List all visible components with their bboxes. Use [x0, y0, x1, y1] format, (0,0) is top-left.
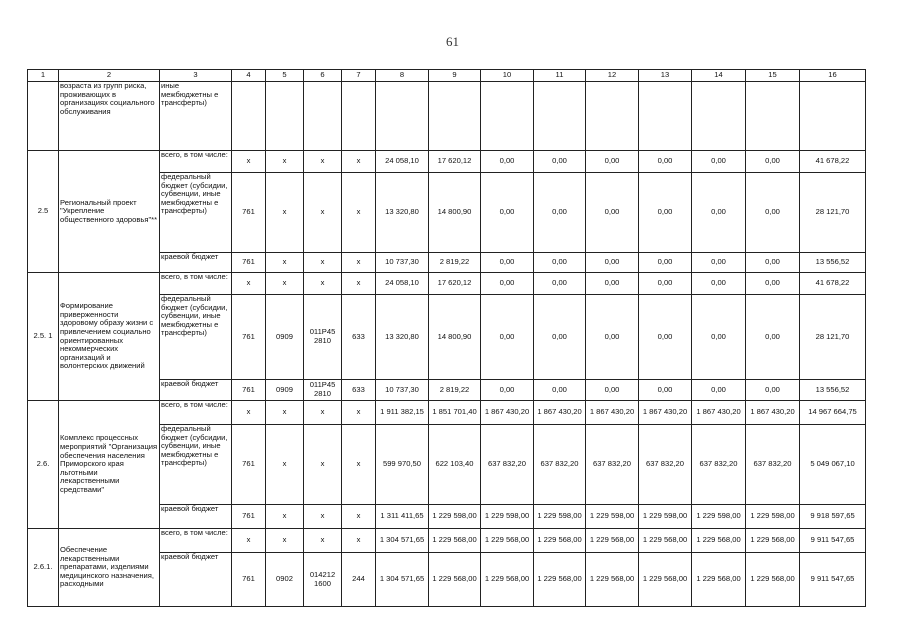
funding-source: краевой бюджет	[160, 380, 232, 401]
row-code	[28, 82, 59, 151]
cell-c7: 633	[342, 295, 376, 380]
cell-v11: 0,00	[534, 173, 586, 253]
cell-v13: 0,00	[639, 173, 692, 253]
cell	[746, 82, 800, 151]
cell-v9: 622 103,40	[429, 425, 481, 505]
cell-c4: 761	[232, 553, 266, 607]
cell-v13: 0,00	[639, 151, 692, 173]
cell-v9: 14 800,90	[429, 295, 481, 380]
cell-v16: 13 556,52	[800, 380, 866, 401]
cell-v13: 1 229 568,00	[639, 529, 692, 553]
cell-c4: 761	[232, 380, 266, 401]
page-number: 61	[446, 34, 459, 49]
table-row	[28, 273, 866, 295]
table-row	[28, 401, 866, 425]
funding-source: федеральный бюджет (субсидии, субвенции, иные межбюджетны е трансферты)	[160, 173, 232, 253]
row-name: Обеспечение лекарственными препаратами, изделиями медицинского назначения, расходными	[59, 529, 160, 607]
cell-v12: 637 832,20	[586, 425, 639, 505]
cell-v10: 0,00	[481, 173, 534, 253]
cell-v12: 1 229 568,00	[586, 529, 639, 553]
row-name: Региональный проект "Укрепление общественного здоровья"**	[59, 151, 160, 273]
column-header: 12	[586, 70, 639, 82]
cell-v8: 13 320,80	[376, 173, 429, 253]
cell-c6: x	[304, 253, 342, 273]
cell-c6: 014212 1600	[304, 553, 342, 607]
funding-source: всего, в том числе:	[160, 401, 232, 425]
cell-c4: 761	[232, 295, 266, 380]
cell-c7: x	[342, 425, 376, 505]
cell-v8: 10 737,30	[376, 253, 429, 273]
cell-v9: 2 819,22	[429, 380, 481, 401]
table-row	[28, 151, 866, 173]
cell-v9: 17 620,12	[429, 151, 481, 173]
cell-v11: 0,00	[534, 151, 586, 173]
cell-v15: 0,00	[746, 173, 800, 253]
cell-v14: 0,00	[692, 380, 746, 401]
row-code: 2.6.	[28, 401, 59, 529]
cell-v16: 13 556,52	[800, 253, 866, 273]
cell-v12: 0,00	[586, 151, 639, 173]
row-code: 2.6.1.	[28, 529, 59, 607]
row-code: 2.5. 1	[28, 273, 59, 401]
cell-v12: 0,00	[586, 273, 639, 295]
cell	[429, 82, 481, 151]
cell-c5: x	[266, 505, 304, 529]
cell-v14: 0,00	[692, 173, 746, 253]
cell-v16: 9 911 547,65	[800, 529, 866, 553]
cell-v10: 1 229 568,00	[481, 553, 534, 607]
cell-c4: 761	[232, 173, 266, 253]
cell-v13: 0,00	[639, 253, 692, 273]
cell-v13: 637 832,20	[639, 425, 692, 505]
cell-v9: 1 851 701,40	[429, 401, 481, 425]
cell-c4: 761	[232, 505, 266, 529]
cell-v14: 637 832,20	[692, 425, 746, 505]
cell	[266, 82, 304, 151]
cell-v8: 1 311 411,65	[376, 505, 429, 529]
cell-c7: x	[342, 173, 376, 253]
cell-v14: 0,00	[692, 295, 746, 380]
cell	[342, 82, 376, 151]
cell-v11: 0,00	[534, 253, 586, 273]
cell-c4: 761	[232, 253, 266, 273]
cell	[481, 82, 534, 151]
row-name: Формирование приверженности здоровому образу жизни с привлечением социально ориентированных некоммерческих организаций и волонтерских движений	[59, 273, 160, 401]
cell-v15: 1 229 568,00	[746, 529, 800, 553]
funding-source: краевой бюджет	[160, 553, 232, 607]
cell-v12: 1 229 568,00	[586, 553, 639, 607]
cell-c5: 0902	[266, 553, 304, 607]
cell-v14: 0,00	[692, 151, 746, 173]
column-header: 8	[376, 70, 429, 82]
cell-v12: 0,00	[586, 380, 639, 401]
column-header: 4	[232, 70, 266, 82]
cell-v15: 0,00	[746, 151, 800, 173]
funding-source: иные межбюджетны е трансферты)	[160, 82, 232, 151]
cell-v13: 0,00	[639, 380, 692, 401]
cell-c4: x	[232, 529, 266, 553]
cell-c6: x	[304, 173, 342, 253]
cell-v13: 0,00	[639, 273, 692, 295]
cell-v8: 1 304 571,65	[376, 529, 429, 553]
funding-source: всего, в том числе:	[160, 529, 232, 553]
cell	[692, 82, 746, 151]
cell-v16: 9 911 547,65	[800, 553, 866, 607]
cell-v16: 14 967 664,75	[800, 401, 866, 425]
table-row	[28, 529, 866, 553]
cell-c5: x	[266, 273, 304, 295]
cell-v14: 0,00	[692, 273, 746, 295]
cell-v13: 0,00	[639, 295, 692, 380]
column-header: 3	[160, 70, 232, 82]
funding-source: федеральный бюджет (субсидии, субвенции, иные межбюджетны е трансферты)	[160, 295, 232, 380]
row-name: возраста из групп риска, проживающих в организациях социального обслуживания	[59, 82, 160, 151]
cell-v15: 0,00	[746, 380, 800, 401]
cell-v8: 10 737,30	[376, 380, 429, 401]
cell-v14: 1 867 430,20	[692, 401, 746, 425]
cell-v9: 17 620,12	[429, 273, 481, 295]
column-header: 7	[342, 70, 376, 82]
header-row	[28, 70, 866, 82]
cell-v16: 9 918 597,65	[800, 505, 866, 529]
cell-c7: x	[342, 505, 376, 529]
cell-v8: 13 320,80	[376, 295, 429, 380]
cell-v12: 1 867 430,20	[586, 401, 639, 425]
cell-c7: x	[342, 151, 376, 173]
column-header: 2	[59, 70, 160, 82]
cell-c6: x	[304, 273, 342, 295]
funding-source: всего, в том числе:	[160, 151, 232, 173]
funding-source: федеральный бюджет (субсидии, субвенции, иные межбюджетны е трансферты)	[160, 425, 232, 505]
cell-c5: x	[266, 425, 304, 505]
cell-v9: 14 800,90	[429, 173, 481, 253]
column-header: 5	[266, 70, 304, 82]
cell-c5: x	[266, 529, 304, 553]
cell-v13: 1 229 598,00	[639, 505, 692, 529]
cell-v11: 1 229 568,00	[534, 553, 586, 607]
cell-v15: 637 832,20	[746, 425, 800, 505]
cell-c7: x	[342, 253, 376, 273]
column-header: 6	[304, 70, 342, 82]
cell-v16: 41 678,22	[800, 273, 866, 295]
cell-v15: 1 229 568,00	[746, 553, 800, 607]
cell-v10: 1 867 430,20	[481, 401, 534, 425]
cell-c7: 244	[342, 553, 376, 607]
cell-c5: x	[266, 151, 304, 173]
cell	[376, 82, 429, 151]
cell-v8: 1 304 571,65	[376, 553, 429, 607]
cell-v12: 0,00	[586, 295, 639, 380]
cell-v10: 0,00	[481, 151, 534, 173]
cell-v16: 5 049 067,10	[800, 425, 866, 505]
cell-v10: 1 229 568,00	[481, 529, 534, 553]
row-name: Комплекс процессных мероприятий "Организация обеспечения населения Приморского края льготными лекарственными средствами"	[59, 401, 160, 529]
cell-v16: 41 678,22	[800, 151, 866, 173]
cell-v11: 1 229 598,00	[534, 505, 586, 529]
cell-c4: x	[232, 273, 266, 295]
cell	[304, 82, 342, 151]
cell-v12: 0,00	[586, 253, 639, 273]
cell-v15: 0,00	[746, 295, 800, 380]
cell-v8: 24 058,10	[376, 151, 429, 173]
cell-v9: 2 819,22	[429, 253, 481, 273]
funding-source: краевой бюджет	[160, 253, 232, 273]
cell-v16: 28 121,70	[800, 295, 866, 380]
table-row	[28, 82, 866, 151]
cell-v11: 0,00	[534, 295, 586, 380]
cell-v14: 1 229 568,00	[692, 553, 746, 607]
column-header: 9	[429, 70, 481, 82]
cell-v11: 0,00	[534, 380, 586, 401]
cell-v8: 599 970,50	[376, 425, 429, 505]
cell	[800, 82, 866, 151]
cell-v15: 0,00	[746, 273, 800, 295]
cell-v11: 1 867 430,20	[534, 401, 586, 425]
cell-v10: 1 229 598,00	[481, 505, 534, 529]
cell-v11: 1 229 568,00	[534, 529, 586, 553]
cell-c7: x	[342, 529, 376, 553]
funding-source: краевой бюджет	[160, 505, 232, 529]
cell-v10: 0,00	[481, 380, 534, 401]
column-header: 16	[800, 70, 866, 82]
cell-v15: 1 229 598,00	[746, 505, 800, 529]
cell-v10: 0,00	[481, 273, 534, 295]
cell-v10: 0,00	[481, 253, 534, 273]
cell-c4: x	[232, 151, 266, 173]
cell-c6: 011P45 2810	[304, 380, 342, 401]
cell	[639, 82, 692, 151]
funding-source: всего, в том числе:	[160, 273, 232, 295]
cell-v12: 0,00	[586, 173, 639, 253]
cell-c6: 011P45 2810	[304, 295, 342, 380]
column-header: 1	[28, 70, 59, 82]
cell-v13: 1 867 430,20	[639, 401, 692, 425]
cell-v10: 0,00	[481, 295, 534, 380]
cell-v9: 1 229 598,00	[429, 505, 481, 529]
cell-v9: 1 229 568,00	[429, 553, 481, 607]
cell-v16: 28 121,70	[800, 173, 866, 253]
cell-v11: 0,00	[534, 273, 586, 295]
row-code: 2.5	[28, 151, 59, 273]
column-header: 14	[692, 70, 746, 82]
cell-v10: 637 832,20	[481, 425, 534, 505]
cell-v13: 1 229 568,00	[639, 553, 692, 607]
cell-v15: 0,00	[746, 253, 800, 273]
cell-v14: 1 229 598,00	[692, 505, 746, 529]
cell-c6: x	[304, 151, 342, 173]
cell	[232, 82, 266, 151]
cell-c6: x	[304, 529, 342, 553]
cell-c5: 0909	[266, 380, 304, 401]
cell-c7: 633	[342, 380, 376, 401]
cell-c5: x	[266, 173, 304, 253]
cell-c4: 761	[232, 425, 266, 505]
cell-c6: x	[304, 425, 342, 505]
cell-c6: x	[304, 505, 342, 529]
cell	[534, 82, 586, 151]
cell-v9: 1 229 568,00	[429, 529, 481, 553]
column-header: 11	[534, 70, 586, 82]
cell-v8: 24 058,10	[376, 273, 429, 295]
cell-c7: x	[342, 273, 376, 295]
cell-v11: 637 832,20	[534, 425, 586, 505]
cell-v8: 1 911 382,15	[376, 401, 429, 425]
column-header: 10	[481, 70, 534, 82]
cell-c4: x	[232, 401, 266, 425]
cell-c6: x	[304, 401, 342, 425]
column-header: 13	[639, 70, 692, 82]
cell	[586, 82, 639, 151]
cell-c5: x	[266, 253, 304, 273]
cell-c5: x	[266, 401, 304, 425]
cell-c5: 0909	[266, 295, 304, 380]
cell-v14: 1 229 568,00	[692, 529, 746, 553]
budget-table	[27, 69, 866, 607]
cell-c7: x	[342, 401, 376, 425]
cell-v15: 1 867 430,20	[746, 401, 800, 425]
cell-v12: 1 229 598,00	[586, 505, 639, 529]
cell-v14: 0,00	[692, 253, 746, 273]
column-header: 15	[746, 70, 800, 82]
